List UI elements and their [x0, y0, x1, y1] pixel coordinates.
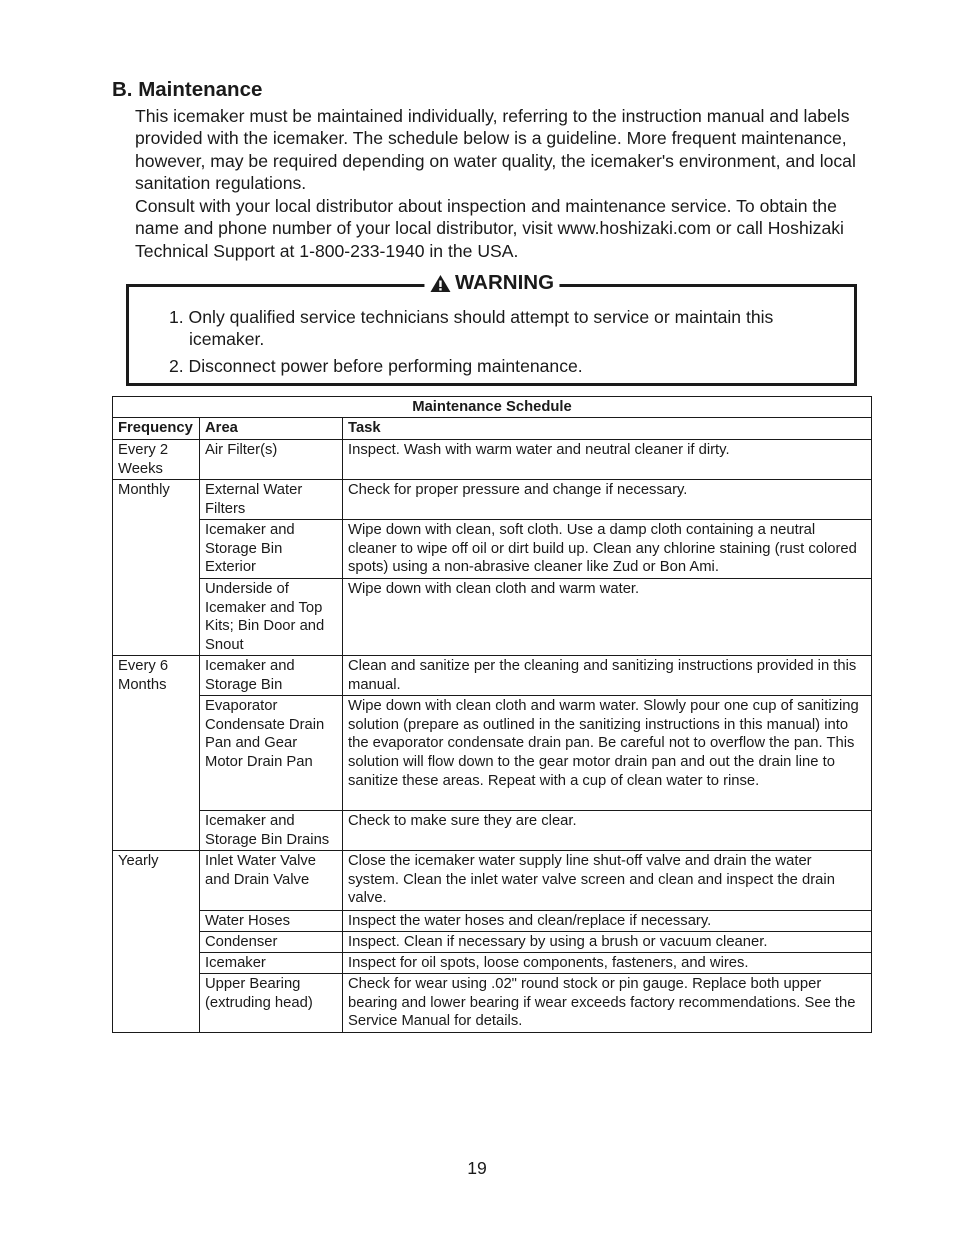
area-cell: Water Hoses	[200, 911, 343, 932]
table-row	[113, 974, 872, 1033]
table-row	[113, 480, 872, 520]
area-cell: Icemaker	[200, 953, 343, 974]
frequency-cell: Monthly	[113, 480, 200, 656]
task-cell: Check for wear using .02" round stock or pin gauge. Replace both upper bearing and lower bearing if wear exceeds factory recommendations. See the Service Manual for details.	[343, 974, 872, 1033]
contact-paragraph: Consult with your local distributor about inspection and maintenance service. To obtain the name and phone number of your local distributor, visit www.hoshizaki.com or call Hoshizaki Technical Support at 1-800-233-1940 in the USA.	[135, 196, 844, 261]
table-row	[113, 579, 872, 656]
table-row	[113, 932, 872, 953]
task-cell: Check to make sure they are clear.	[343, 811, 872, 851]
frequency-cell: Yearly	[113, 851, 200, 1033]
area-cell: Icemaker and Storage Bin Exterior	[200, 520, 343, 579]
warning-item: 2. Disconnect power before performing maintenance.	[169, 356, 583, 376]
area-cell: Icemaker and Storage Bin	[200, 656, 343, 696]
table-row	[113, 656, 872, 696]
table-row	[113, 851, 872, 911]
warning-box	[126, 271, 857, 386]
task-cell: Inspect. Clean if necessary by using a brush or vacuum cleaner.	[343, 932, 872, 953]
table-row	[113, 696, 872, 811]
area-cell: Air Filter(s)	[200, 440, 343, 480]
task-cell: Inspect. Wash with warm water and neutral cleaner if dirty.	[343, 440, 872, 480]
task-cell: Close the icemaker water supply line shut-off valve and drain the water system. Clean the inlet water valve screen and clean and inspect the drain valve.	[343, 851, 872, 911]
task-cell: Clean and sanitize per the cleaning and sanitizing instructions provided in this manual.	[343, 656, 872, 696]
page-number: 19	[467, 1158, 487, 1178]
intro-paragraph: This icemaker must be maintained individually, referring to the instruction manual and labels provided with the icemaker. The schedule below is a guideline. More frequent maintenance, however, may be required depending on water quality, the icemaker's environment, and local sanitation regulations.	[135, 106, 856, 193]
table-row	[113, 811, 872, 851]
maintenance-schedule-table	[112, 396, 872, 1033]
frequency-cell: Every 2 Weeks	[113, 440, 200, 480]
task-cell: Wipe down with clean cloth and warm water.	[343, 579, 872, 656]
area-cell: Upper Bearing (extruding head)	[200, 974, 343, 1033]
warning-triangle-icon	[429, 274, 451, 293]
warning-label: WARNING	[454, 271, 555, 294]
task-cell: Wipe down with clean cloth and warm water. Slowly pour one cup of sanitizing solution (prepare as outlined in the sanitizing instructions in this manual) into the evaporator condensate drain pan. Be careful not to overflow the pan. This solution will flow down to the gear motor drain pan and out the drain line to sanitize these areas. Repeat with a cup of clean water to rinse.	[343, 696, 872, 811]
task-cell: Inspect the water hoses and clean/replace if necessary.	[343, 911, 872, 932]
task-cell: Wipe down with clean, soft cloth. Use a damp cloth containing a neutral cleaner to wipe off oil or dirt build up. Clean any chlorine staining (rust colored spots) using a non-abrasive cleaner like Zud or Bon Ami.	[343, 520, 872, 579]
column-header-task: Task	[343, 418, 872, 440]
task-cell: Inspect for oil spots, loose components, fasteners, and wires.	[343, 953, 872, 974]
column-header-area: Area	[200, 418, 343, 440]
area-cell: Inlet Water Valve and Drain Valve	[200, 851, 343, 911]
area-cell: External Water Filters	[200, 480, 343, 520]
section-heading: B. Maintenance	[112, 78, 263, 101]
area-cell: Condenser	[200, 932, 343, 953]
table-row	[113, 953, 872, 974]
table-title: Maintenance Schedule	[113, 397, 872, 418]
table-row	[113, 520, 872, 579]
table-body	[113, 440, 872, 1033]
table-row	[113, 440, 872, 480]
area-cell: Icemaker and Storage Bin Drains	[200, 811, 343, 851]
warning-item: 1. Only qualified service technicians should attempt to service or maintain this icemaker.	[169, 307, 774, 349]
table-row	[113, 911, 872, 932]
task-cell: Check for proper pressure and change if necessary.	[343, 480, 872, 520]
area-cell: Evaporator Condensate Drain Pan and Gear Motor Drain Pan	[200, 696, 343, 811]
area-cell: Underside of Icemaker and Top Kits; Bin Door and Snout	[200, 579, 343, 656]
column-header-frequency: Frequency	[113, 418, 200, 440]
warning-title	[424, 271, 559, 295]
frequency-cell: Every 6 Months	[113, 656, 200, 851]
